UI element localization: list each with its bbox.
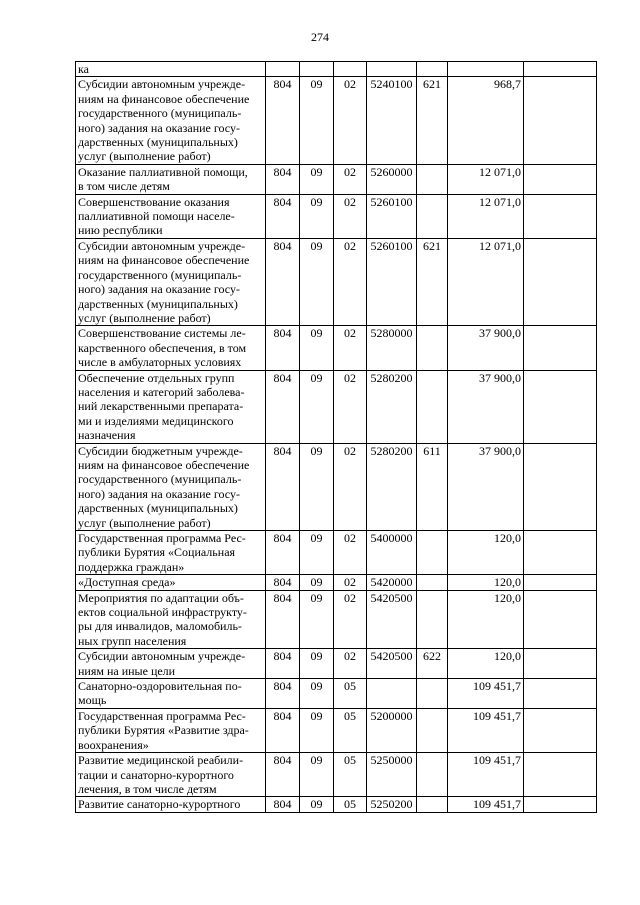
item-name-line: числе в амбулаторных условиях: [78, 355, 242, 370]
item-name-cell: [76, 238, 266, 325]
empty-cell: [524, 194, 597, 238]
table-row: [76, 326, 597, 370]
item-name-line: лечения, в том числе детям: [78, 781, 217, 796]
item-name-line: Государственная программа Рес-: [78, 531, 246, 545]
ved-code-cell: 804: [266, 531, 300, 575]
item-name-cell: [76, 590, 266, 649]
item-name-line: дарственных (муниципальных): [78, 296, 238, 311]
ved-code-cell: 804: [266, 194, 300, 238]
item-name-line: услуг (выполнение работ): [78, 515, 211, 530]
subsection-code-cell: 02: [334, 649, 367, 679]
empty-cell: [524, 326, 597, 370]
target-article-cell: 5280200: [367, 443, 417, 530]
amount-cell: 120,0: [448, 590, 524, 649]
section-code-cell: 09: [300, 77, 334, 164]
item-name-cell: [76, 443, 266, 530]
section-code-cell: 09: [300, 708, 334, 752]
subsection-code-cell: 02: [334, 370, 367, 443]
amount-cell: 109 451,7: [448, 753, 524, 797]
subsection-code-cell: 02: [334, 531, 367, 575]
item-name-line: тации и санаторно-курортного: [78, 767, 234, 782]
subsection-code-cell: 02: [334, 164, 367, 194]
item-name-line: государственного (муниципаль-: [78, 267, 242, 282]
amount-cell: 12 071,0: [448, 238, 524, 325]
subsection-code-cell: [334, 62, 367, 77]
item-name-line: Санаторно-оздоровительная по-: [78, 679, 242, 694]
target-article-cell: 5280000: [367, 326, 417, 370]
empty-cell: [524, 753, 597, 797]
item-name-cell: [76, 531, 266, 575]
item-name-line: Субсидии автономным учрежде-: [78, 77, 246, 92]
subsection-code-cell: 05: [334, 679, 367, 709]
target-article-cell: 5400000: [367, 531, 417, 575]
empty-cell: [524, 164, 597, 194]
ved-code-cell: 804: [266, 77, 300, 164]
ved-code-cell: 804: [266, 708, 300, 752]
item-name-line: ниям на финансовое обеспечение: [78, 91, 250, 106]
ved-code-cell: 804: [266, 443, 300, 530]
section-code-cell: 09: [300, 238, 334, 325]
item-name-line: ных групп населения: [78, 633, 187, 648]
amount-cell: 12 071,0: [448, 164, 524, 194]
section-code-cell: 09: [300, 531, 334, 575]
expense-type-cell: [417, 326, 448, 370]
empty-cell: [524, 443, 597, 530]
item-name-cell: [76, 708, 266, 752]
subsection-code-cell: 02: [334, 194, 367, 238]
item-name-line: Оказание паллиативной помощи,: [78, 164, 248, 179]
item-name-cell: [76, 753, 266, 797]
item-name-line: государственного (муниципаль-: [78, 106, 242, 121]
item-name-line: услуг (выполнение работ): [78, 310, 211, 325]
target-article-cell: 5260100: [367, 194, 417, 238]
target-article-cell: [367, 679, 417, 709]
table-row: [76, 443, 597, 530]
table-row: [76, 590, 597, 649]
target-article-cell: 5200000: [367, 708, 417, 752]
table-row: [76, 679, 597, 709]
expense-type-cell: [417, 708, 448, 752]
amount-cell: [448, 62, 524, 77]
item-name-line: Субсидии автономным учрежде-: [78, 238, 246, 253]
item-name-line: в том числе детям: [78, 179, 170, 194]
item-name-line: паллиативной помощи населе-: [78, 209, 235, 224]
item-name-line: населения и категорий заболева-: [78, 384, 245, 399]
section-code-cell: 09: [300, 649, 334, 679]
item-name-line: Субсидии бюджетным учрежде-: [78, 443, 243, 458]
subsection-code-cell: 02: [334, 326, 367, 370]
item-name-line: ного) задания на оказание госу-: [78, 120, 240, 135]
expense-type-cell: 611: [417, 443, 448, 530]
item-name-line: Развитие санаторно-курортного: [78, 797, 241, 812]
target-article-cell: 5420000: [367, 575, 417, 590]
item-name-line: ний лекарственными препарата-: [78, 399, 244, 414]
table-row: [76, 238, 597, 325]
ved-code-cell: 804: [266, 238, 300, 325]
item-name-line: ниям на финансовое обеспечение: [78, 457, 250, 472]
ved-code-cell: 804: [266, 590, 300, 649]
section-code-cell: 09: [300, 797, 334, 812]
item-name-line: Совершенствование оказания: [78, 194, 230, 209]
expense-type-cell: 622: [417, 649, 448, 679]
expense-type-cell: [417, 370, 448, 443]
ved-code-cell: 804: [266, 649, 300, 679]
amount-cell: 109 451,7: [448, 679, 524, 709]
amount-cell: 37 900,0: [448, 326, 524, 370]
item-name-line: Субсидии автономным учрежде-: [78, 649, 246, 664]
expense-type-cell: [417, 797, 448, 812]
item-name-line: Мероприятия по адаптации объ-: [78, 590, 244, 605]
item-name-cell: [76, 326, 266, 370]
ved-code-cell: 804: [266, 797, 300, 812]
subsection-code-cell: 05: [334, 753, 367, 797]
subsection-code-cell: 05: [334, 797, 367, 812]
subsection-code-cell: 02: [334, 443, 367, 530]
item-name-line: Совершенствование системы ле-: [78, 326, 246, 341]
target-article-cell: 5240100: [367, 77, 417, 164]
empty-cell: [524, 649, 597, 679]
item-name-line: государственного (муниципаль-: [78, 472, 242, 487]
item-name-cell: [76, 370, 266, 443]
amount-cell: 968,7: [448, 77, 524, 164]
table-row: [76, 77, 597, 164]
section-code-cell: 09: [300, 443, 334, 530]
section-code-cell: 09: [300, 194, 334, 238]
empty-cell: [524, 77, 597, 164]
item-name-cell: [76, 649, 266, 679]
subsection-code-cell: 02: [334, 238, 367, 325]
item-name-line: мощь: [78, 693, 107, 708]
item-name-line: ка: [78, 62, 89, 76]
section-code-cell: 09: [300, 753, 334, 797]
ved-code-cell: 804: [266, 679, 300, 709]
budget-table: [75, 61, 597, 813]
table-row: [76, 164, 597, 194]
item-name-line: ми и изделиями медицинского: [78, 413, 234, 428]
subsection-code-cell: 02: [334, 575, 367, 590]
item-name-line: ниям на иные цели: [78, 663, 176, 678]
section-code-cell: 09: [300, 164, 334, 194]
table-row: [76, 649, 597, 679]
expense-type-cell: [417, 531, 448, 575]
empty-cell: [524, 679, 597, 709]
section-code-cell: 09: [300, 590, 334, 649]
target-article-cell: 5280200: [367, 370, 417, 443]
item-name-line: ры для инвалидов, маломобиль-: [78, 619, 242, 634]
target-article-cell: 5420500: [367, 649, 417, 679]
item-name-line: дарственных (муниципальных): [78, 135, 238, 150]
amount-cell: 37 900,0: [448, 443, 524, 530]
amount-cell: 120,0: [448, 649, 524, 679]
item-name-line: «Доступная среда»: [78, 575, 176, 590]
expense-type-cell: [417, 753, 448, 797]
target-article-cell: [367, 62, 417, 77]
item-name-line: ного) задания на оказание госу-: [78, 486, 240, 501]
item-name-line: нию республики: [78, 223, 163, 238]
item-name-cell: [76, 164, 266, 194]
item-name-line: Развитие медицинской реабили-: [78, 753, 244, 768]
item-name-line: публики Бурятия «Развитие здра-: [78, 723, 249, 738]
expense-type-cell: [417, 575, 448, 590]
item-name-line: дарственных (муниципальных): [78, 501, 238, 516]
item-name-line: карственного обеспечения, в том: [78, 340, 247, 355]
expense-type-cell: [417, 590, 448, 649]
ved-code-cell: 804: [266, 753, 300, 797]
section-code-cell: 09: [300, 370, 334, 443]
empty-cell: [524, 708, 597, 752]
item-name-cell: [76, 62, 266, 77]
empty-cell: [524, 370, 597, 443]
empty-cell: [524, 62, 597, 77]
item-name-cell: [76, 679, 266, 709]
item-name-line: Государственная программа Рес-: [78, 708, 246, 723]
target-article-cell: 5250000: [367, 753, 417, 797]
subsection-code-cell: 02: [334, 77, 367, 164]
empty-cell: [524, 590, 597, 649]
item-name-cell: [76, 797, 266, 812]
expense-type-cell: 621: [417, 238, 448, 325]
ved-code-cell: 804: [266, 326, 300, 370]
section-code-cell: 09: [300, 575, 334, 590]
ved-code-cell: 804: [266, 164, 300, 194]
item-name-line: воохранения»: [78, 737, 149, 752]
table-row: [76, 708, 597, 752]
amount-cell: 37 900,0: [448, 370, 524, 443]
expense-type-cell: 621: [417, 77, 448, 164]
item-name-cell: [76, 575, 266, 590]
section-code-cell: [300, 62, 334, 77]
budget-table-body: [76, 62, 597, 813]
target-article-cell: 5260000: [367, 164, 417, 194]
item-name-line: поддержка граждан»: [78, 559, 185, 574]
table-row: [76, 62, 597, 77]
ved-code-cell: 804: [266, 575, 300, 590]
expense-type-cell: [417, 164, 448, 194]
amount-cell: 120,0: [448, 531, 524, 575]
target-article-cell: 5420500: [367, 590, 417, 649]
item-name-line: Обеспечение отдельных групп: [78, 370, 235, 385]
table-row: [76, 575, 597, 590]
section-code-cell: 09: [300, 326, 334, 370]
amount-cell: 120,0: [448, 575, 524, 590]
target-article-cell: 5250200: [367, 797, 417, 812]
target-article-cell: 5260100: [367, 238, 417, 325]
expense-type-cell: [417, 194, 448, 238]
item-name-line: ектов социальной инфраструкту-: [78, 605, 247, 620]
table-row: [76, 370, 597, 443]
section-code-cell: 09: [300, 679, 334, 709]
empty-cell: [524, 531, 597, 575]
empty-cell: [524, 797, 597, 812]
item-name-line: назначения: [78, 428, 136, 443]
item-name-line: ниям на финансовое обеспечение: [78, 253, 250, 268]
empty-cell: [524, 238, 597, 325]
page-number: 274: [311, 30, 329, 44]
item-name-line: ного) задания на оказание госу-: [78, 282, 240, 297]
empty-cell: [524, 575, 597, 590]
item-name-line: услуг (выполнение работ): [78, 149, 211, 164]
item-name-cell: [76, 77, 266, 164]
amount-cell: 109 451,7: [448, 797, 524, 812]
item-name-cell: [76, 194, 266, 238]
expense-type-cell: [417, 62, 448, 77]
table-row: [76, 753, 597, 797]
table-row: [76, 531, 597, 575]
table-row: [76, 797, 597, 812]
expense-type-cell: [417, 679, 448, 709]
ved-code-cell: 804: [266, 370, 300, 443]
item-name-line: публики Бурятия «Социальная: [78, 545, 236, 560]
subsection-code-cell: 05: [334, 708, 367, 752]
amount-cell: 12 071,0: [448, 194, 524, 238]
amount-cell: 109 451,7: [448, 708, 524, 752]
table-row: [76, 194, 597, 238]
subsection-code-cell: 02: [334, 590, 367, 649]
ved-code-cell: [266, 62, 300, 77]
